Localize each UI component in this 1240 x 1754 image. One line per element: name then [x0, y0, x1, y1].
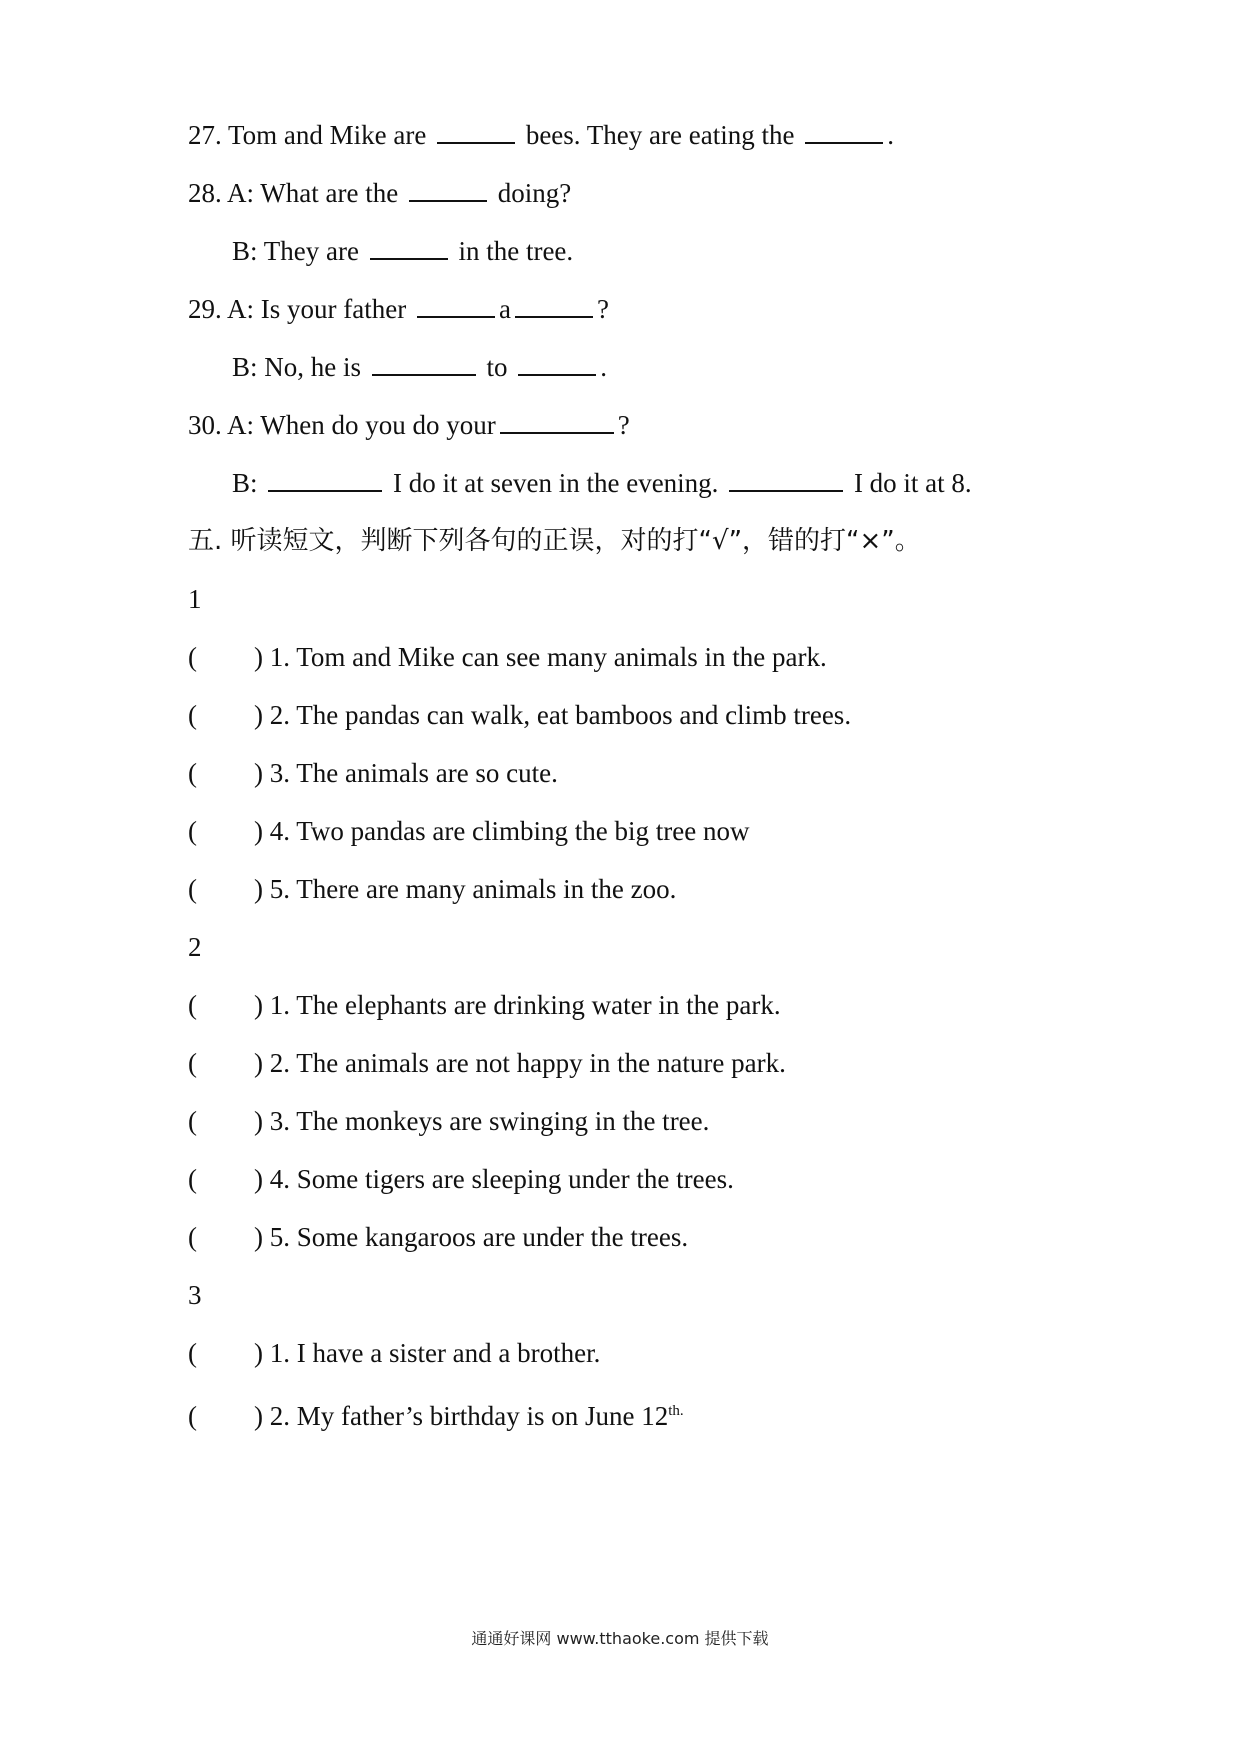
- question-30-text-a: 30. A: When do you do your: [188, 410, 496, 440]
- paren-close: ): [254, 1401, 263, 1431]
- statement-text: 1. The elephants are drinking water in the park.: [269, 990, 781, 1020]
- period: .: [887, 120, 894, 150]
- footer-source: 通通好课网 www.tthaoke.com 提供下载: [471, 1629, 769, 1648]
- period: .: [600, 352, 608, 382]
- question-28-text-c: B: They are: [232, 236, 359, 266]
- group-number: 3: [188, 1280, 202, 1310]
- answer-blank[interactable]: [417, 294, 495, 318]
- question-mark: ?: [617, 410, 630, 440]
- question-27-text-a: 27. Tom and Mike are: [188, 120, 427, 150]
- group-number: 2: [188, 932, 202, 962]
- paren-close: ): [254, 700, 263, 730]
- statement-text: 5. Some kangaroos are under the trees.: [269, 1222, 689, 1252]
- question-30-a: [188, 408, 630, 442]
- section-5-heading: 五. 听读短文，判断下列各句的正误，对的打“√”，错的打“×”。: [188, 526, 921, 556]
- answer-paren[interactable]: (: [188, 1401, 197, 1431]
- statement-text: 2. My father’s birthday is on June 12: [269, 1401, 669, 1431]
- answer-blank[interactable]: [500, 410, 614, 434]
- answer-blank[interactable]: [372, 352, 476, 376]
- question-28-b: [232, 234, 573, 268]
- judgement-item: [188, 988, 781, 1022]
- answer-paren[interactable]: (: [188, 1048, 197, 1078]
- answer-paren[interactable]: (: [188, 1106, 197, 1136]
- statement-text: 3. The monkeys are swinging in the tree.: [269, 1106, 710, 1136]
- question-mark: ?: [596, 294, 609, 324]
- question-27-text-b: bees. They are eating the: [525, 120, 795, 150]
- judgement-item: [188, 640, 827, 674]
- question-28-a: [188, 176, 571, 210]
- question-29-a: [188, 292, 609, 326]
- question-29-b: [232, 350, 607, 384]
- paren-close: ): [254, 1048, 263, 1078]
- answer-paren[interactable]: (: [188, 642, 197, 672]
- statement-text: 4. Two pandas are climbing the big tree now: [269, 816, 750, 846]
- answer-paren[interactable]: (: [188, 1164, 197, 1194]
- statement-text: 5. There are many animals in the zoo.: [269, 874, 677, 904]
- question-30-text-d: I do it at seven in the evening.: [393, 468, 719, 498]
- question-29-text-a: 29. A: Is your father: [188, 294, 407, 324]
- statement-text: 1. Tom and Mike can see many animals in the park.: [269, 642, 827, 672]
- answer-paren[interactable]: (: [188, 1222, 197, 1252]
- paren-close: ): [254, 1222, 263, 1252]
- question-30-text-c: B:: [232, 468, 258, 498]
- question-28-text-d: in the tree.: [458, 236, 574, 266]
- answer-paren[interactable]: (: [188, 874, 197, 904]
- judgement-item: [188, 814, 750, 848]
- statement-text: 4. Some tigers are sleeping under the trees.: [269, 1164, 734, 1194]
- answer-blank[interactable]: [437, 120, 515, 144]
- question-29-text-e: to: [486, 352, 508, 382]
- answer-blank[interactable]: [268, 468, 382, 492]
- question-29-text-b: a: [498, 294, 511, 324]
- paren-close: ): [254, 816, 263, 846]
- judgement-item: [188, 872, 676, 906]
- judgement-item: [188, 1162, 734, 1196]
- ordinal-superscript: th.: [668, 1403, 684, 1419]
- answer-blank[interactable]: [729, 468, 843, 492]
- judgement-item: [188, 1394, 684, 1433]
- answer-paren[interactable]: (: [188, 990, 197, 1020]
- question-30-text-e: I do it at 8.: [853, 468, 972, 498]
- statement-text: 1. I have a sister and a brother.: [269, 1338, 601, 1368]
- judgement-item: [188, 1336, 600, 1370]
- paren-close: ): [254, 1164, 263, 1194]
- answer-blank[interactable]: [805, 120, 883, 144]
- judgement-item: [188, 1104, 709, 1138]
- paren-close: ): [254, 1106, 263, 1136]
- question-28-text-a: 28. A: What are the: [188, 178, 399, 208]
- group-number: 1: [188, 584, 202, 614]
- statement-text: 2. The animals are not happy in the nature park.: [269, 1048, 786, 1078]
- judgement-item: [188, 1046, 786, 1080]
- question-27: [188, 118, 894, 152]
- paren-close: ): [254, 758, 263, 788]
- answer-paren[interactable]: (: [188, 700, 197, 730]
- answer-blank[interactable]: [518, 352, 596, 376]
- answer-paren[interactable]: (: [188, 758, 197, 788]
- paren-close: ): [254, 1338, 263, 1368]
- paren-close: ): [254, 874, 263, 904]
- answer-paren[interactable]: (: [188, 816, 197, 846]
- answer-paren[interactable]: (: [188, 1338, 197, 1368]
- question-30-b: [232, 466, 972, 500]
- judgement-item: [188, 756, 558, 790]
- judgement-item: [188, 1220, 688, 1254]
- paren-close: ): [254, 990, 263, 1020]
- statement-text: 3. The animals are so cute.: [269, 758, 558, 788]
- question-28-text-b: doing?: [497, 178, 572, 208]
- question-29-text-d: B: No, he is: [232, 352, 362, 382]
- paren-close: ): [254, 642, 263, 672]
- judgement-item: [188, 698, 851, 732]
- answer-blank[interactable]: [409, 178, 487, 202]
- answer-blank[interactable]: [370, 236, 448, 260]
- statement-text: 2. The pandas can walk, eat bamboos and climb trees.: [269, 700, 852, 730]
- answer-blank[interactable]: [515, 294, 593, 318]
